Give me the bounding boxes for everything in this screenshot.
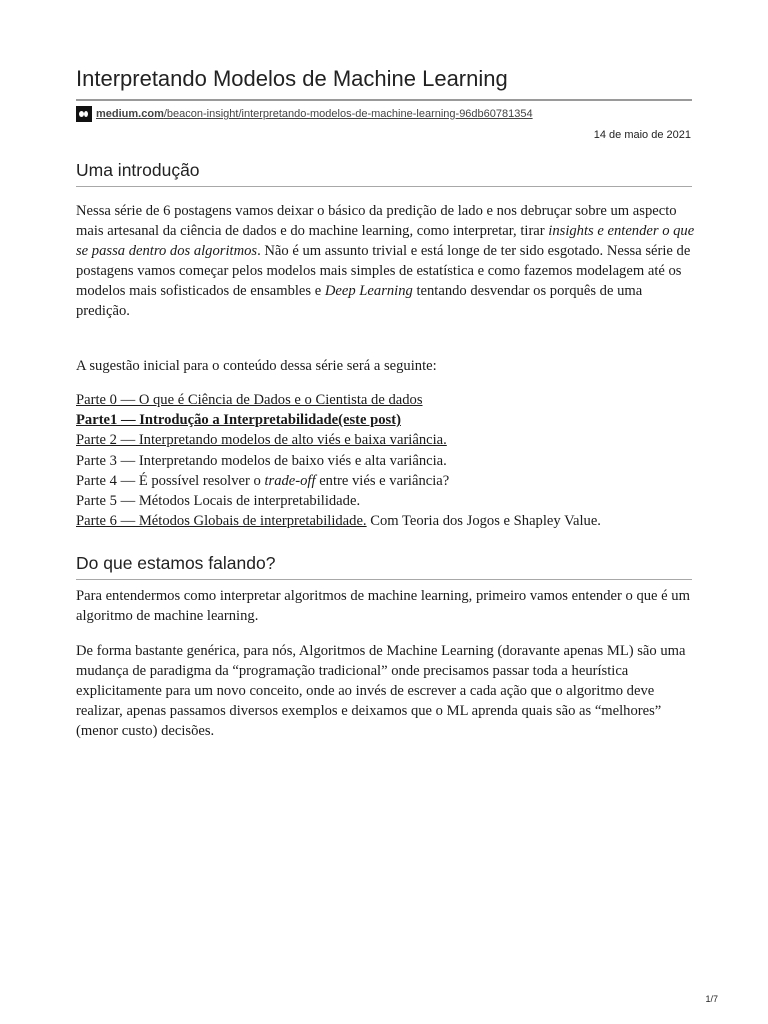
intro-text-c: tentando desvendar os porquês de uma predição. <box>76 283 643 319</box>
list-item: Parte 3 — Interpretando modelos de baixo viés e alta variância. <box>76 452 447 469</box>
part-4-text-b: entre viés e variância? <box>315 472 450 489</box>
list-item: Parte 5 — Métodos Locais de interpretabilidade. <box>76 493 361 510</box>
medium-logo-icon <box>76 106 92 122</box>
page-title: Interpretando Modelos de Machine Learning <box>76 66 508 91</box>
intro-text-b: . Não é um assunto trivial e está longe de ter sido esgotado. Nessa série de postagens vamos começar pelos modelos mais simples de estatística e como fazemos modelagem até os modelos mais sofisticados de ensambles e <box>76 243 691 299</box>
source-link[interactable] <box>96 108 533 120</box>
part-1-link[interactable]: Parte1 — Introdução a Interpretabilidade(este post) <box>76 412 401 429</box>
part-2-link[interactable]: Parte 2 — Interpretando modelos de alto viés e baixa variância. <box>76 432 447 449</box>
list-item <box>76 390 696 410</box>
list-item <box>76 471 696 491</box>
part-0-link[interactable]: Parte 0 — O que é Ciência de Dados e o Cientista de dados <box>76 392 423 408</box>
publish-date: 14 de maio de 2021 <box>593 129 691 141</box>
list-item <box>76 430 696 450</box>
intro-emphasis: insights e entender o que se passa dentro dos algoritmos <box>76 223 695 259</box>
series-parts-list <box>76 390 696 531</box>
source-line <box>76 106 533 122</box>
list-item <box>76 511 696 531</box>
part-6-rest: Com Teoria dos Jogos e Shapley Value. <box>366 513 601 530</box>
part-6-link[interactable]: Parte 6 — Métodos Globais de interpretabilidade. <box>76 513 367 530</box>
intro-text-a: Nessa série de 6 postagens vamos deixar o básico da predição de lado e nos debruçar sobre um aspecto mais artesanal da ciência de dados e do machine learning, como interpretar, tirar <box>76 203 677 239</box>
part-4-emphasis: trade-off <box>264 472 316 489</box>
part-4-text-a: Parte 4 — É possível resolver o <box>76 472 265 489</box>
title-divider <box>76 99 692 101</box>
section-divider <box>76 186 692 187</box>
body-paragraph-1: Para entendermos como interpretar algoritmos de machine learning, primeiro vamos entender o que é um algoritmo de machine learning. <box>76 588 690 624</box>
source-host: medium.com <box>96 108 164 120</box>
intro-emphasis-deep-learning: Deep Learning <box>324 283 413 299</box>
list-item <box>76 410 696 430</box>
source-path: /beacon-insight/interpretando-modelos-de-machine-learning-96db60781354 <box>163 108 533 120</box>
body-paragraph-2: De forma bastante genérica, para nós, Algoritmos de Machine Learning (doravante apenas ML) são uma mudança de paradigma da “programação tradicional” onde precisamos passar toda a heurística explicitamente para um novo conceito, onde ao invés de escrever a cada ação que o algoritmo deve realizar, apenas passamos diversos exemplos e deixamos que o ML aprenda quais são as “melhores” (menor custo) decisões. <box>76 643 686 739</box>
section-divider <box>76 579 692 580</box>
intro-paragraph <box>76 201 696 321</box>
page-number: 1/7 <box>705 994 718 1004</box>
series-intro-paragraph: A sugestão inicial para o conteúdo dessa série será a seguinte: <box>76 358 437 374</box>
section-heading-what-we-are-talking-about: Do que estamos falando? <box>76 553 276 573</box>
section-heading-introduction: Uma introdução <box>76 160 200 180</box>
